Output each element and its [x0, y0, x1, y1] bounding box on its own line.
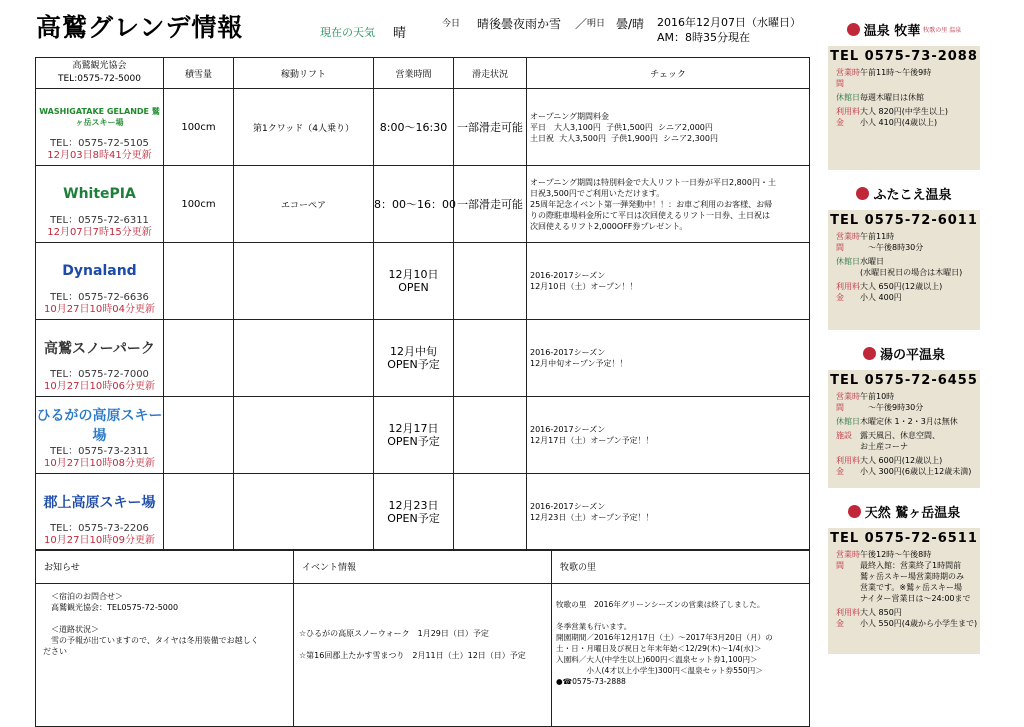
- check-line: 平日 大人3,100円 子供1,500円 シニア2,000円: [530, 122, 713, 132]
- onsen-ad: [828, 12, 980, 170]
- onsen-ad: [828, 176, 980, 330]
- page-title: 高鷲グレンデ情報: [36, 13, 244, 42]
- resort-tel: TEL：0575-72-5105: [50, 138, 149, 149]
- resort-cell: [36, 397, 164, 474]
- onsen-info-row: [836, 430, 980, 452]
- check-line: オープニング期間は特別料金で大人リフト一日券が平日2,800円・土: [530, 177, 776, 187]
- col-header-hours: 営業時間: [374, 58, 454, 89]
- business-hours: 12月10日 OPEN: [374, 243, 454, 320]
- onsen-info-row: [836, 92, 980, 103]
- table-header-row: [36, 58, 810, 89]
- check-notes: [527, 397, 810, 474]
- onsen-info-row: [836, 607, 980, 629]
- onsen-info-label: 施設: [836, 431, 852, 440]
- resort-cell: [36, 243, 164, 320]
- table-row: [36, 397, 810, 474]
- onsen-info-label: 営業時間: [836, 68, 860, 88]
- onsen-info-text: 大人 650円(12歳以上) 小人 400円: [860, 282, 943, 302]
- makino-header: 牧歌の里: [552, 550, 810, 584]
- onsen-info-text: 毎週木曜日は休館: [860, 93, 924, 102]
- operating-lift: [234, 243, 374, 320]
- onsen-info-label: 営業時間: [836, 550, 860, 570]
- onsen-name: ふたこえ温泉: [873, 187, 952, 203]
- resort-logo-text: WASHIGATAKE GELANDE 鷲ヶ岳スキー場: [39, 107, 160, 127]
- resort-logo: [36, 406, 163, 444]
- onsen-info-text: 露天風呂、休息空間、 お土産コーナ: [860, 431, 940, 451]
- col-header-lift: 稼動リフト: [234, 58, 374, 89]
- business-hours: 12月23日 OPEN予定: [374, 474, 454, 551]
- slope-status: [454, 397, 527, 474]
- info-header-row: [36, 550, 810, 584]
- org-name: 高鷲観光協会: [72, 61, 127, 71]
- forecast-separator: ／: [575, 17, 588, 31]
- slope-status: [454, 474, 527, 551]
- onsen-ad-header: [828, 176, 980, 210]
- resort-updated: 12月03日8時41分更新: [47, 150, 152, 161]
- onsen-info-label: 利用料金: [836, 456, 860, 476]
- onsen-name: 温泉 牧華: [863, 23, 921, 39]
- check-line: オープニング期間料金: [530, 111, 610, 121]
- onsen-ad-header: [828, 336, 980, 370]
- onsen-info-row: [836, 231, 980, 253]
- check-line: 2016-2017シーズン: [530, 271, 606, 280]
- onsen-name: 湯の平温泉: [879, 347, 945, 363]
- resort-updated: 12月07日7時15分更新: [47, 227, 152, 238]
- notice-cell: [36, 584, 294, 727]
- table-row: [36, 166, 810, 243]
- onsen-tel: TEL 0575-72-6511: [830, 531, 978, 546]
- check-line: 12月10日（土）オープン！！: [530, 282, 638, 291]
- today-label: 今日: [442, 19, 461, 29]
- check-notes: [527, 320, 810, 397]
- onsen-info-label: 休館日: [836, 257, 860, 266]
- snow-depth: 100cm: [164, 89, 234, 166]
- report-time: AM：8時35分現在: [657, 31, 751, 44]
- business-hours: 12月17日 OPEN予定: [374, 397, 454, 474]
- onsen-info-row: [836, 549, 980, 604]
- onsen-ad: [828, 494, 980, 654]
- onsen-ad-header: [828, 494, 980, 528]
- onsen-tel: TEL 0575-72-6011: [830, 213, 978, 228]
- check-line: 12月23日（土）オープン予定！！: [530, 513, 654, 522]
- onsen-tel: TEL 0575-72-6455: [830, 373, 978, 388]
- event-header: イベント情報: [294, 550, 552, 584]
- resort-cell: [36, 474, 164, 551]
- check-line: 2016-2017シーズン: [530, 348, 606, 357]
- resort-logo-text: 郡上高原スキー場: [43, 495, 156, 511]
- col-header-snow: 積雪量: [164, 58, 234, 89]
- operating-lift: 第1クワッド（4人乗り）: [234, 89, 374, 166]
- onsen-icon: [856, 187, 869, 200]
- slope-status: [454, 320, 527, 397]
- org-header: [36, 58, 164, 89]
- onsen-ad-header: [828, 12, 980, 46]
- onsen-info-row: [836, 455, 980, 477]
- snow-depth: [164, 397, 234, 474]
- onsen-info-label: 休館日: [836, 93, 860, 102]
- onsen-icon: [863, 347, 876, 360]
- onsen-info-label: 休館日: [836, 417, 860, 426]
- resort-cell: [36, 89, 164, 166]
- weather-label: 現在の天気: [320, 26, 375, 39]
- resort-logo: [36, 98, 163, 136]
- onsen-info-label: 営業時間: [836, 392, 860, 412]
- snow-depth: 100cm: [164, 166, 234, 243]
- check-notes: [527, 474, 810, 551]
- resort-table: [35, 57, 810, 551]
- check-line: 土日祝 大人3,500円 子供1,900円 シニア2,300円: [530, 133, 718, 143]
- weather-now: 晴: [393, 26, 407, 41]
- onsen-info-row: [836, 67, 980, 89]
- notice-header: お知らせ: [36, 550, 294, 584]
- event-text: ☆ひるがの高原スノーウォーク 1月29日（日）予定 ☆第16回郡上たかす雪まつり 2月11日（土）12日（日）予定: [299, 629, 526, 660]
- onsen-info-label: 利用料金: [836, 608, 860, 628]
- tomorrow-forecast: 曇/晴: [616, 17, 645, 31]
- onsen-ad: [828, 336, 980, 488]
- slope-status: 一部滑走可能: [454, 89, 527, 166]
- info-body-row: [36, 584, 810, 727]
- onsen-tel: TEL 0575-73-2088: [830, 49, 978, 64]
- onsen-info-text: 木曜定休 1・2・3月は無休: [860, 417, 958, 426]
- resort-tel: TEL：0575-73-2206: [50, 523, 149, 534]
- slope-status: 一部滑走可能: [454, 166, 527, 243]
- snow-depth: [164, 243, 234, 320]
- resort-tel: TEL：0575-72-7000: [50, 369, 149, 380]
- resort-logo-text: WhitePIA: [63, 186, 136, 202]
- table-row: [36, 320, 810, 397]
- onsen-info-text: 大人 850円 小人 550円(4歳から小学生まで): [860, 608, 978, 628]
- onsen-info-label: 利用料金: [836, 282, 860, 302]
- resort-logo-text: Dynaland: [62, 263, 137, 279]
- business-hours: 12月中旬 OPEN予定: [374, 320, 454, 397]
- resort-tel: TEL：0575-72-6311: [50, 215, 149, 226]
- onsen-info-text: 水曜日 (水曜日祝日の場合は木曜日): [860, 257, 963, 277]
- event-cell: [294, 584, 552, 727]
- onsen-info-row: [836, 281, 980, 303]
- resort-updated: 10月27日10時08分更新: [44, 458, 155, 469]
- table-row: [36, 474, 810, 551]
- onsen-info-text: 大人 820円(中学生以上) 小人 410円(4歳以上): [860, 107, 949, 127]
- resort-logo: [36, 483, 163, 521]
- onsen-info-row: [836, 416, 980, 427]
- snow-depth: [164, 320, 234, 397]
- resort-updated: 10月27日10時06分更新: [44, 381, 155, 392]
- resort-logo: [36, 329, 163, 367]
- onsen-info-text: 午前11時～午後9時: [860, 68, 932, 77]
- resort-logo-text: ひるがの高原スキー場: [36, 408, 163, 444]
- onsen-info-text: 午後12時～午後8時 最終入館：営業終了1時間前 鷲ヶ岳スキー場営業時期のみ 営業です。※鷲ヶ岳スキー場 ナイター営業日は～24:00まで: [860, 550, 971, 603]
- check-line: 2016-2017シーズン: [530, 502, 606, 511]
- resort-logo-text: 高鷲スノーパーク: [44, 341, 155, 357]
- onsen-info-text: 午前11時 ～午後8時30分: [860, 232, 924, 252]
- slope-status: [454, 243, 527, 320]
- onsen-info-row: [836, 391, 980, 413]
- org-tel: TEL:0575-72-5000: [58, 74, 141, 84]
- onsen-info-label: 営業時間: [836, 232, 860, 252]
- check-line: りの際駐車場料金所にて平日は次回使えるリフト一日券、土日祝は: [530, 210, 770, 220]
- resort-updated: 10月27日10時09分更新: [44, 535, 155, 546]
- check-line: 12月中旬オープン予定！！: [530, 359, 628, 368]
- makino-cell: [552, 584, 810, 727]
- resort-cell: [36, 166, 164, 243]
- onsen-info-text: 大人 600円(12歳以上) 小人 300円(6歳以上12歳未満): [860, 456, 972, 476]
- info-table: [35, 549, 810, 727]
- check-line: 25周年記念イベント第一弾発動中！！：お車ご利用のお客様、お帰: [530, 199, 773, 209]
- onsen-info-row: [836, 256, 980, 278]
- resort-updated: 10月27日10時04分更新: [44, 304, 155, 315]
- check-notes: [527, 166, 810, 243]
- table-row: [36, 89, 810, 166]
- table-row: [36, 243, 810, 320]
- snow-depth: [164, 474, 234, 551]
- resort-tel: TEL：0575-73-2311: [50, 446, 149, 457]
- operating-lift: [234, 320, 374, 397]
- resort-logo: [36, 175, 163, 213]
- check-notes: [527, 89, 810, 166]
- onsen-name: 天然 鷲ヶ岳温泉: [864, 505, 961, 521]
- business-hours: 8：00～16：00: [374, 166, 454, 243]
- makino-text: 牧歌の里 2016年グリーンシーズンの営業は終了しました。 冬季営業も行います。 開園期間／2016年12月17日（土）～2017年3月20日（月）の 土・日・月曜日及び祝日と年末年始＜12/29(木)～1/4(水)＞ 入園料／大人(中学生以上)600円＜温泉セット券1,100円＞ 小人(4才以上小学生)300円＜温泉セット券550円＞ ●☎0575-73-2888: [556, 600, 773, 686]
- operating-lift: エコーペア: [234, 166, 374, 243]
- today-forecast: 晴後曇夜雨か雪: [477, 17, 562, 31]
- onsen-info-text: 午前10時 ～午後9時30分: [860, 392, 924, 412]
- resort-table-body: [36, 89, 810, 551]
- onsen-info-row: [836, 106, 980, 128]
- report-date: 2016年12月07日（水曜日）: [657, 16, 801, 29]
- onsen-sub: 牧歌の里 温泉: [923, 26, 962, 34]
- resort-logo: [36, 252, 163, 290]
- onsen-info-label: 利用料金: [836, 107, 860, 127]
- col-header-check: チェック: [527, 58, 810, 89]
- check-line: 次回使えるリフト2,000OFF券プレゼント。: [530, 221, 688, 231]
- check-notes: [527, 243, 810, 320]
- col-header-status: 滑走状況: [454, 58, 527, 89]
- onsen-icon: [848, 505, 861, 518]
- resort-cell: [36, 320, 164, 397]
- operating-lift: [234, 474, 374, 551]
- check-line: 12月17日（土）オープン予定！！: [530, 436, 654, 445]
- operating-lift: [234, 397, 374, 474]
- check-line: 2016-2017シーズン: [530, 425, 606, 434]
- business-hours: 8:00～16:30: [374, 89, 454, 166]
- check-line: 日祝3,500円でご利用いただけます。: [530, 188, 665, 198]
- notice-text: ＜宿泊のお問合せ＞ 高鷲観光協会：TEL0575-72-5000 ＜道路状況＞ 雪の予報が出ていますので、タイヤは冬用装備でお越しく ださい: [43, 592, 259, 656]
- tomorrow-label: 明日: [587, 19, 606, 29]
- onsen-icon: [847, 23, 860, 36]
- resort-tel: TEL：0575-72-6636: [50, 292, 149, 303]
